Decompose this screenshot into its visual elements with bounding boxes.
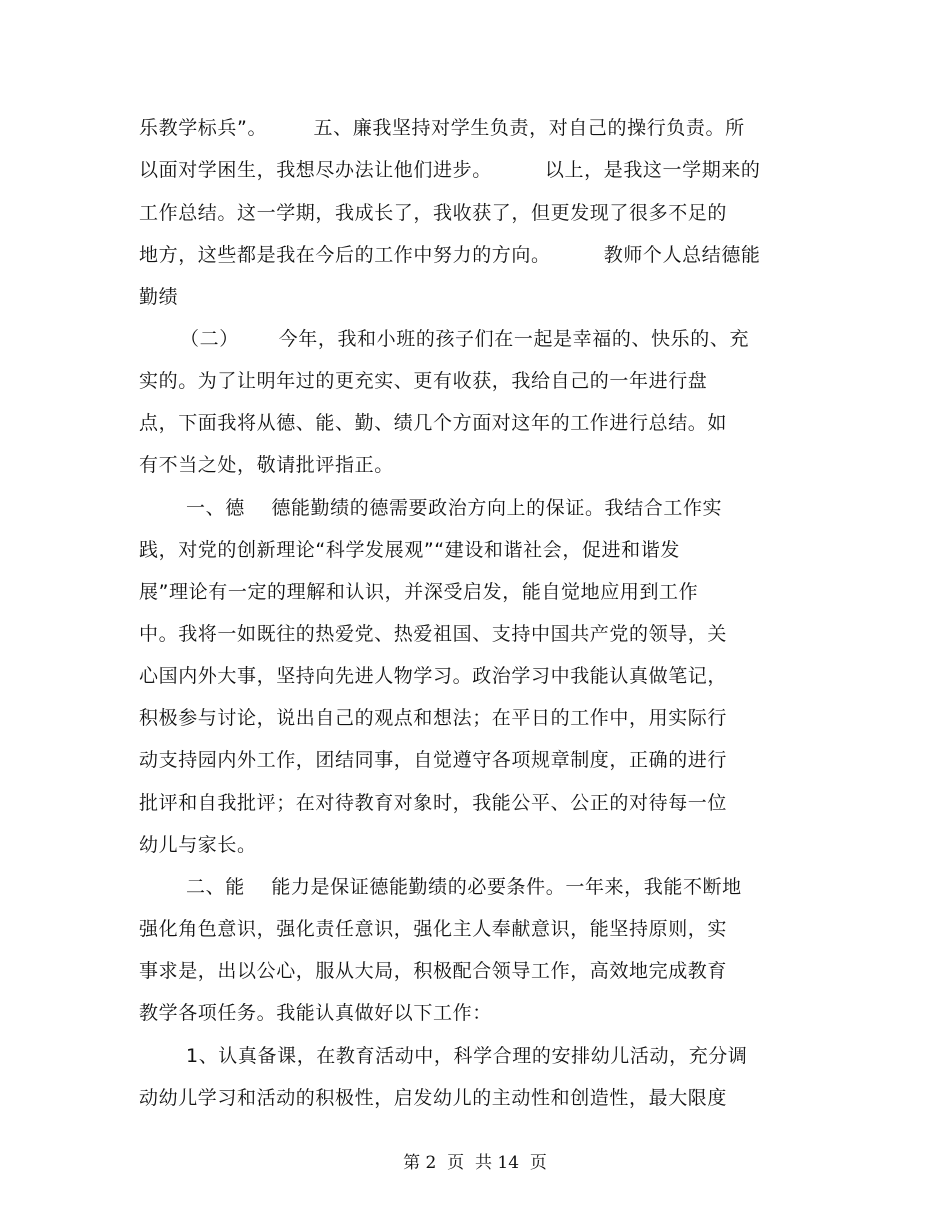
text-line: 中。我将一如既往的热爱党、热爱祖国、支持中国共产党的领导，关 — [139, 623, 728, 645]
text-line: 实的。为了让明年过的更充实、更有收获，我给自己的一年进行盘 — [139, 370, 708, 392]
text-line: 强化角色意识，强化责任意识，强化主人奉献意识，能坚持原则，实 — [139, 918, 728, 940]
text-line: 动支持园内外工作，团结同事，自觉遵守各项规章制度，正确的进行 — [139, 749, 728, 771]
text-line: 心国内外大事，坚持向先进人物学习。政治学习中我能认真做笔记， — [139, 665, 728, 687]
text-line: 地方，这些都是我在今后的工作中努力的方向。 教师个人总结德能 — [139, 244, 761, 266]
text-line: 乐教学标兵”。 五、廉我坚持对学生负责，对自己的操行负责。所 — [139, 117, 745, 139]
text-line: 动幼儿学习和活动的积极性，启发幼儿的主动性和创造性，最大限度 — [139, 1087, 728, 1109]
text-line: （二） 今年，我和小班的孩子们在一起是幸福的、快乐的、充 — [180, 328, 750, 350]
text-line: 二、能 能力是保证德能勤绩的必要条件。一年来，我能不断地 — [186, 876, 742, 898]
text-line: 积极参与讨论，说出自己的观点和想法；在平日的工作中，用实际行 — [139, 707, 728, 729]
text-line: 点，下面我将从德、能、勤、绩几个方面对这年的工作进行总结。如 — [139, 412, 728, 434]
text-line: 批评和自我批评；在对待教育对象时，我能公平、公正的对待每一位 — [139, 792, 728, 814]
text-line: 有不当之处，敬请批评指正。 — [139, 454, 394, 476]
text-line: 工作总结。这一学期，我成长了，我收获了，但更发现了很多不足的 — [139, 202, 728, 224]
text-line: 1、认真备课，在教育活动中，科学合理的安排幼儿活动，充分调 — [186, 1045, 748, 1067]
text-line: 教学各项任务。我能认真做好以下工作： — [139, 1002, 492, 1024]
text-line: 事求是，出以公心，服从大局，积极配合领导工作，高效地完成教育 — [139, 960, 728, 982]
text-line: 一、德 德能勤绩的德需要政治方向上的保证。我结合工作实 — [186, 497, 723, 519]
text-line: 践，对党的创新理论“科学发展观”“建设和谐社会，促进和谐发 — [139, 539, 680, 561]
text-line: 幼儿与家长。 — [139, 834, 257, 856]
text-line: 以面对学困生，我想尽办法让他们进步。 以上，是我这一学期来的 — [139, 159, 761, 181]
text-line: 展”理论有一定的理解和认识，并深受启发，能自觉地应用到工作 — [139, 581, 699, 603]
page-number: 第 2 页 共 14 页 — [403, 1153, 547, 1173]
text-line: 勤绩 — [139, 286, 179, 308]
